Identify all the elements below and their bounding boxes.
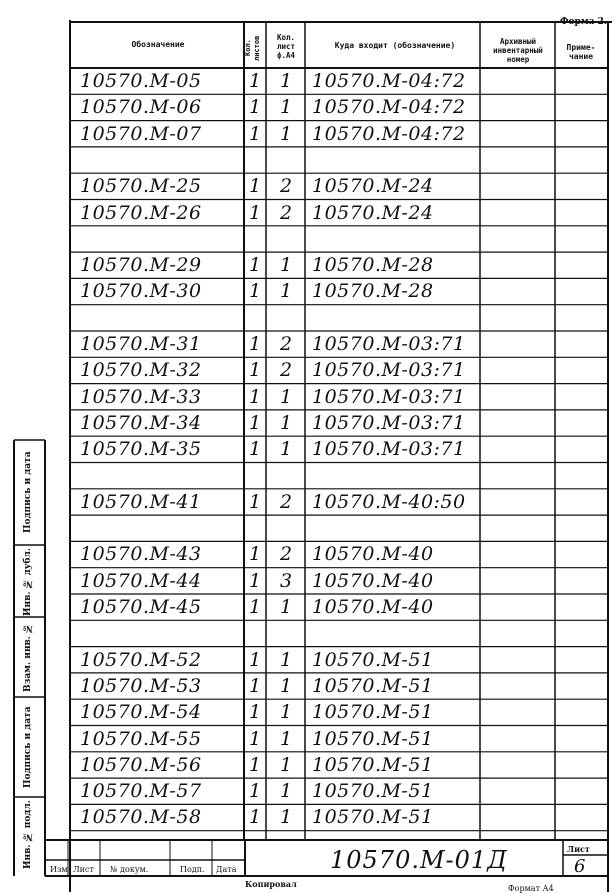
row-designation: 10570.М-25 xyxy=(80,175,202,198)
header-archive-number: Архивный инвентарный номер xyxy=(493,37,543,64)
row-designation: 10570.М-32 xyxy=(80,359,202,382)
row-where-used: 10570.М-40 xyxy=(312,569,434,592)
row-qty-a4: 2 xyxy=(279,359,293,382)
row-where-used: 10570.М-51 xyxy=(312,701,434,724)
row-qty-sheets: 1 xyxy=(248,648,262,671)
row-qty-sheets: 1 xyxy=(248,254,262,277)
row-qty-a4: 1 xyxy=(279,701,293,724)
row-where-used: 10570.М-51 xyxy=(312,674,434,697)
row-qty-a4: 1 xyxy=(279,385,293,408)
row-designation: 10570.М-44 xyxy=(80,569,202,592)
row-qty-sheets: 1 xyxy=(248,727,262,750)
row-where-used: 10570.М-51 xyxy=(312,753,434,776)
header-designation: Обозначение xyxy=(131,40,185,49)
row-qty-a4: 2 xyxy=(279,490,293,513)
row-designation: 10570.М-43 xyxy=(80,543,202,566)
row-designation: 10570.М-34 xyxy=(80,411,202,434)
row-qty-sheets: 1 xyxy=(248,490,262,513)
footer-copied: Копировал xyxy=(245,879,297,889)
row-qty-a4: 2 xyxy=(279,543,293,566)
tb-col-izm: Изм xyxy=(50,865,68,874)
row-qty-a4: 1 xyxy=(279,254,293,277)
row-qty-a4: 1 xyxy=(279,122,293,145)
side-label-inv-dup: Инв. № дубл. xyxy=(23,548,33,616)
form-label: Форма 2. xyxy=(560,17,608,27)
row-qty-sheets: 1 xyxy=(248,806,262,829)
row-qty-sheets: 1 xyxy=(248,333,262,355)
row-qty-sheets: 1 xyxy=(248,411,262,434)
row-where-used: 10570.М-40 xyxy=(312,596,434,618)
header-qty-a4: Кол. лист ф.А4 xyxy=(276,33,296,60)
row-qty-a4: 1 xyxy=(279,780,293,803)
row-designation: 10570.М-56 xyxy=(80,753,202,776)
row-qty-a4: 1 xyxy=(279,438,293,461)
row-designation: 10570.М-05 xyxy=(80,70,202,92)
row-qty-a4: 1 xyxy=(279,648,293,671)
row-qty-a4: 1 xyxy=(279,596,293,618)
document-code: 10570.М-01Д xyxy=(330,846,508,874)
row-qty-sheets: 1 xyxy=(248,569,262,592)
row-qty-sheets: 1 xyxy=(248,596,262,618)
row-where-used: 10570.М-28 xyxy=(312,280,434,303)
row-qty-sheets: 1 xyxy=(248,70,262,92)
row-qty-a4: 2 xyxy=(279,201,293,224)
row-where-used: 10570.М-24 xyxy=(312,201,434,224)
row-qty-sheets: 1 xyxy=(248,359,262,382)
footer-format: Формат А4 xyxy=(508,884,554,893)
row-qty-a4: 1 xyxy=(279,280,293,303)
row-designation: 10570.М-41 xyxy=(80,490,202,513)
tb-col-date: Дата xyxy=(216,865,237,874)
row-qty-a4: 1 xyxy=(279,806,293,829)
row-designation: 10570.М-53 xyxy=(80,674,202,697)
header-note: Приме-чание xyxy=(566,43,596,61)
row-designation: 10570.М-55 xyxy=(80,727,202,750)
row-designation: 10570.М-52 xyxy=(80,648,202,671)
row-designation: 10570.М-26 xyxy=(80,201,202,224)
row-where-used: 10570.М-28 xyxy=(312,254,434,277)
row-designation: 10570.М-07 xyxy=(80,122,202,145)
row-qty-sheets: 1 xyxy=(248,543,262,566)
row-qty-a4: 1 xyxy=(279,96,293,119)
row-qty-sheets: 1 xyxy=(248,385,262,408)
side-label-sign-date-bottom: Подпись и дата xyxy=(23,706,33,789)
row-where-used: 10570.М-51 xyxy=(312,780,434,803)
row-where-used: 10570.М-51 xyxy=(312,648,434,671)
row-qty-a4: 1 xyxy=(279,727,293,750)
row-designation: 10570.М-58 xyxy=(80,806,202,829)
row-qty-sheets: 1 xyxy=(248,175,262,198)
row-designation: 10570.М-29 xyxy=(80,254,202,277)
header-qty-sheets: Кол. листов xyxy=(244,35,261,61)
row-designation: 10570.М-30 xyxy=(80,280,202,303)
row-designation: 10570.М-54 xyxy=(80,701,202,724)
row-qty-a4: 1 xyxy=(279,411,293,434)
row-qty-sheets: 1 xyxy=(248,438,262,461)
row-qty-a4: 1 xyxy=(279,753,293,776)
row-where-used: 10570.М-04:72 xyxy=(312,70,466,92)
row-designation: 10570.М-57 xyxy=(80,780,202,803)
row-where-used: 10570.М-51 xyxy=(312,806,434,829)
row-qty-a4: 2 xyxy=(279,333,293,355)
row-qty-sheets: 1 xyxy=(248,753,262,776)
row-qty-a4: 3 xyxy=(279,569,293,592)
header-where-used: Куда входит (обозначение) xyxy=(334,41,456,50)
tb-sheet-number: 6 xyxy=(574,856,586,877)
row-where-used: 10570.М-03:71 xyxy=(312,359,466,382)
side-label-sign-date-top: Подпись и дата xyxy=(23,451,33,533)
row-qty-a4: 2 xyxy=(279,175,293,198)
row-designation: 10570.М-45 xyxy=(80,596,202,618)
row-qty-sheets: 1 xyxy=(248,780,262,803)
row-where-used: 10570.М-03:71 xyxy=(312,385,466,408)
tb-col-doc: № докум. xyxy=(110,865,149,874)
side-label-inv-orig: Инв. № подл. xyxy=(23,800,33,870)
tb-col-list: Лист xyxy=(73,865,94,874)
row-where-used: 10570.М-51 xyxy=(312,727,434,750)
row-where-used: 10570.М-40:50 xyxy=(312,490,466,513)
row-designation: 10570.М-06 xyxy=(80,96,202,119)
row-designation: 10570.М-31 xyxy=(80,333,202,355)
row-where-used: 10570.М-03:71 xyxy=(312,438,466,461)
row-qty-a4: 1 xyxy=(279,674,293,697)
row-qty-sheets: 1 xyxy=(248,280,262,303)
row-where-used: 10570.М-04:72 xyxy=(312,122,466,145)
row-qty-sheets: 1 xyxy=(248,122,262,145)
row-qty-sheets: 1 xyxy=(248,701,262,724)
row-where-used: 10570.М-03:71 xyxy=(312,333,466,355)
row-designation: 10570.М-35 xyxy=(80,438,202,461)
row-qty-sheets: 1 xyxy=(248,96,262,119)
row-designation: 10570.М-33 xyxy=(80,385,202,408)
row-where-used: 10570.М-24 xyxy=(312,175,434,198)
row-qty-sheets: 1 xyxy=(248,674,262,697)
row-qty-a4: 1 xyxy=(279,70,293,92)
row-where-used: 10570.М-40 xyxy=(312,543,434,566)
row-where-used: 10570.М-04:72 xyxy=(312,96,466,119)
tb-sheet-label: Лист xyxy=(567,844,590,854)
side-label-replace-inv: Взам. инв. № xyxy=(23,622,33,693)
row-where-used: 10570.М-03:71 xyxy=(312,411,466,434)
row-qty-sheets: 1 xyxy=(248,201,262,224)
tb-col-sign: Подп. xyxy=(180,865,205,874)
